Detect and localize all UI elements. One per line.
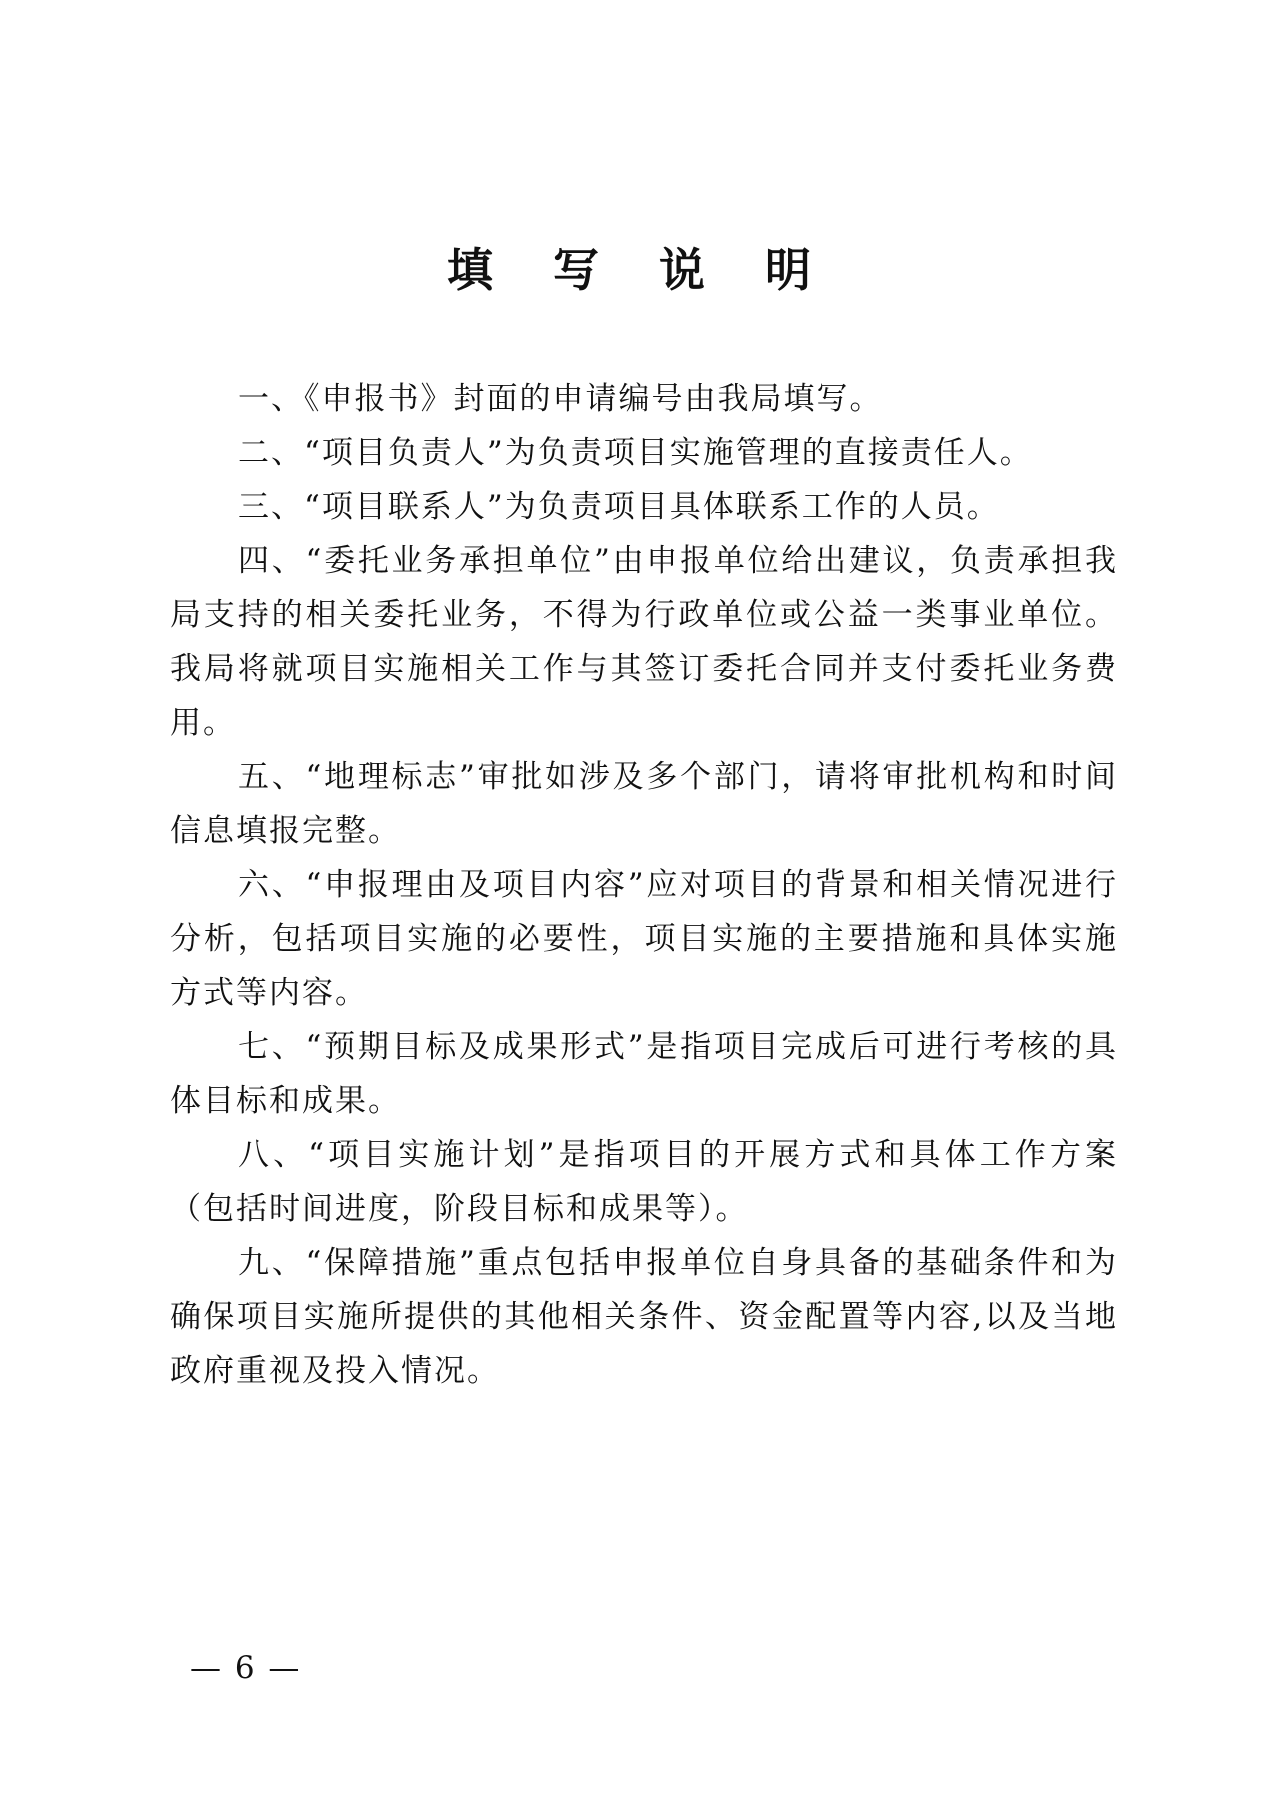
instruction-item-1: 一、《申报书》封面的申请编号由我局填写。	[238, 381, 883, 417]
instruction-item-7: 七、“预期目标及成果形式”是指项目完成后可进行考核的具体目标和成果。	[170, 1029, 1118, 1119]
instruction-item-6: 六、“申报理由及项目内容”应对项目的背景和相关情况进行分析，包括项目实施的必要性，项目实施的主要措施和具体实施方式等内容。	[170, 867, 1118, 1011]
instruction-item-2: 二、“项目负责人”为负责项目实施管理的直接责任人。	[238, 435, 1033, 471]
instruction-item-9: 九、“保障措施”重点包括申报单位自身具备的基础条件和为确保项目实施所提供的其他相关条件、资金配置等内容,以及当地政府重视及投入情况。	[170, 1245, 1118, 1389]
page-number: — 6 —	[190, 1650, 302, 1686]
instruction-item-5: 五、“地理标志”审批如涉及多个部门，请将审批机构和时间信息填报完整。	[170, 759, 1118, 849]
instruction-item-4: 四、“委托业务承担单位”由申报单位给出建议，负责承担我局支持的相关委托业务，不得为行政单位或公益一类事业单位。我局将就项目实施相关工作与其签订委托合同并支付委托业务费用。	[170, 543, 1118, 741]
instructions-body	[170, 372, 1118, 1398]
instruction-item-8: 八、“项目实施计划”是指项目的开展方式和具体工作方案（包括时间进度，阶段目标和成果等）。	[170, 1137, 1118, 1227]
page-title: 填 写 说 明	[446, 243, 834, 297]
instruction-item-3: 三、“项目联系人”为负责项目具体联系工作的人员。	[238, 489, 1000, 525]
